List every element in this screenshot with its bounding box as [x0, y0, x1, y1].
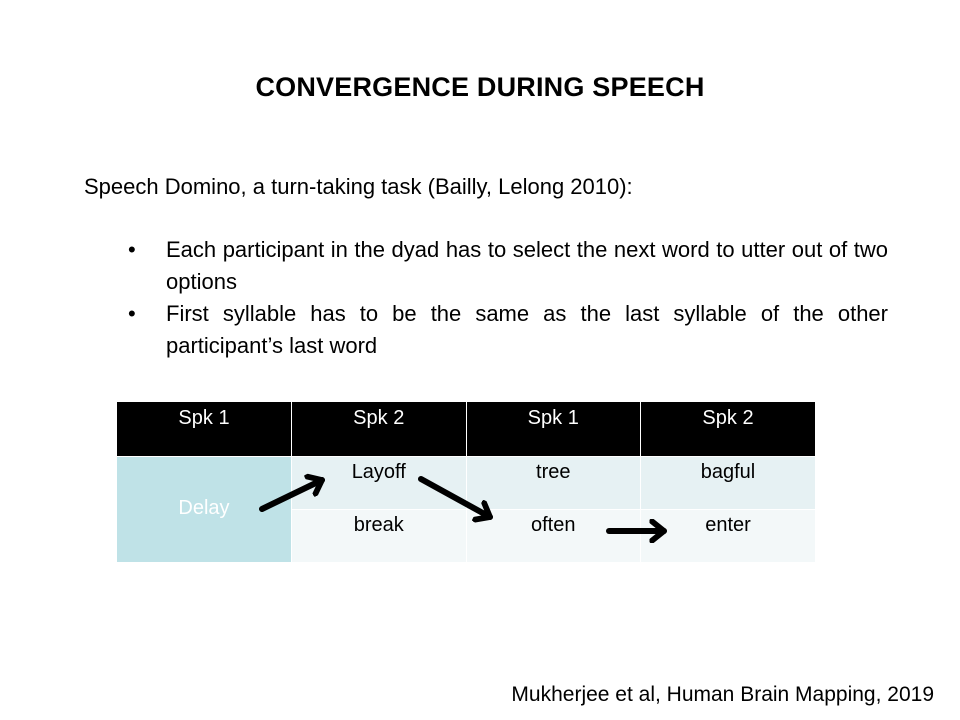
- bullet-marker: •: [128, 237, 136, 262]
- table-cell: bagful: [641, 456, 816, 509]
- header-cell: Spk 1: [466, 402, 641, 456]
- slide-title: CONVERGENCE DURING SPEECH: [255, 72, 705, 102]
- bullet-item: [126, 298, 888, 362]
- table-cell: enter: [641, 509, 816, 562]
- citation: Mukherjee et al, Human Brain Mapping, 2019: [511, 683, 934, 706]
- bullet-item: [126, 234, 888, 298]
- delay-cell: Delay: [117, 456, 292, 562]
- table-row: [117, 456, 815, 509]
- header-cell: Spk 1: [117, 402, 292, 456]
- intro-text: Speech Domino, a turn-taking task (Bailly, Lelong 2010):: [84, 174, 633, 199]
- table-header-row: [117, 402, 815, 456]
- bullet-marker: •: [128, 301, 136, 326]
- table-cell: Layoff: [292, 456, 467, 509]
- table-cell: break: [292, 509, 467, 562]
- speech-domino-table: [117, 402, 815, 562]
- header-cell: Spk 2: [292, 402, 467, 456]
- table-cell: often: [466, 509, 641, 562]
- header-cell: Spk 2: [641, 402, 816, 456]
- bullet-text: Each participant in the dyad has to select the next word to utter out of two options: [166, 237, 888, 294]
- table-cell: tree: [466, 456, 641, 509]
- bullet-text: First syllable has to be the same as the last syllable of the other participant’s last word: [166, 301, 888, 358]
- bullet-list: [126, 234, 888, 362]
